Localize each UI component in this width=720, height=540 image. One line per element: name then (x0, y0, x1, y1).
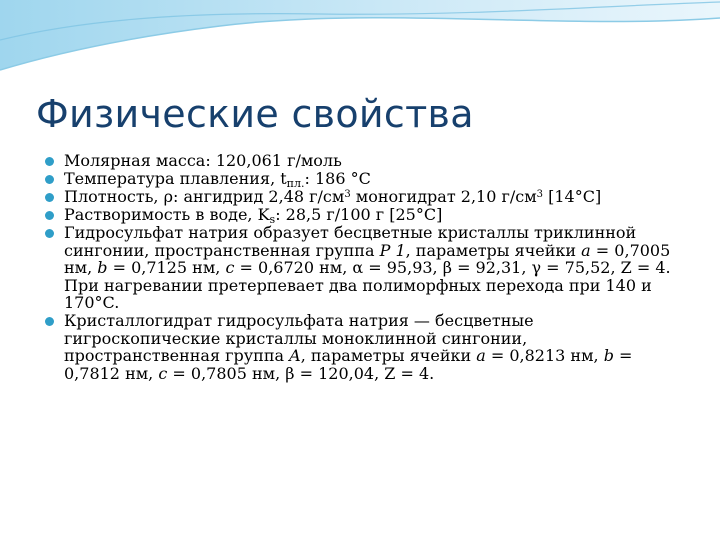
bullet-dot-icon (45, 175, 54, 184)
slide-title: Физические свойства (36, 92, 474, 136)
properties-list (44, 152, 674, 383)
bullet-density: Плотность, ρ: ангидрид 2,48 $г/см^3$ моногидрат 2,10 $г/см^3$ [14°C] (44, 188, 674, 206)
bullet-crystal-hydrate: Кристаллогидрат гидросульфата натрия — бесцветные гигроскопические кристаллы моноклинной сингонии, пространственная группа A, параметры ячейки a = 0,8213 нм, b = 0,7812 нм, c = 0,7805 нм, β = 120,04, Z = 4. (44, 312, 674, 382)
header-wave-decoration (0, 0, 720, 90)
bullet-dot-icon (45, 157, 54, 166)
bullet-solubility: Растворимость в воде, $K_s$: 28,5 г/100 г [25°C] (44, 206, 674, 224)
bullet-dot-icon (45, 211, 54, 220)
bullet-melting-point: Температура плавления, $t_{пл.}$: 186 °C (44, 170, 674, 188)
bullet-molar-mass: Молярная масса: 120,061 г/моль (44, 152, 674, 170)
bullet-dot-icon (45, 229, 54, 238)
bullet-dot-icon (45, 193, 54, 202)
bullet-dot-icon (45, 317, 54, 326)
bullet-crystal-structure: Гидросульфат натрия образует бесцветные кристаллы триклинной сингонии, пространственная группа P 1, параметры ячейки a = 0,7005 нм, b = 0,7125 нм, c = 0,6720 нм, α = 95,93, β = 92,31, γ = 75,52, Z = 4. При нагревании претерпевает два полиморфных перехода при 140 и 170°C. (44, 224, 674, 312)
